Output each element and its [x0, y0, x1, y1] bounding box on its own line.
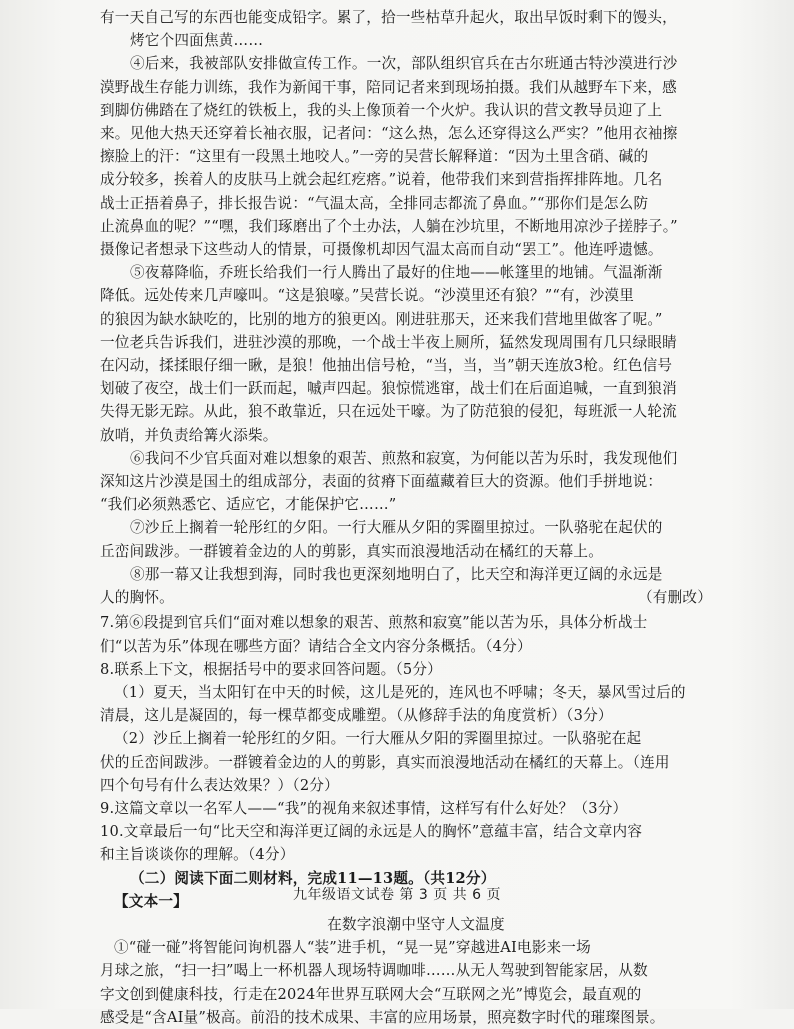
text-line: 烤它个四面焦黄……: [130, 32, 264, 50]
text-line: 漠野战生存能力训练，我作为新闻干事，陪同记者来到现场拍摄。我们从越野车下来，感: [100, 78, 677, 96]
text-line: 的狼因为缺水缺吃的，比别的地方的狼更凶。刚进驻那天，还来我们营地里做客了呢。”: [100, 310, 663, 328]
paragraph-5-start: ⑤夜幕降临，乔班长给我们一行人腾出了最好的住地——帐篷里的地铺。气温渐渐: [130, 264, 663, 282]
page-footer: 九年级语文试卷 第 3 页 共 6 页: [292, 887, 501, 903]
article-paragraph-1: ①“碰一碰”将智能问询机器人“装”进手机，“晃一晃”穿越进AI电影来一场: [114, 939, 591, 957]
question-7-cont: 们“以苦为乐”体现在哪些方面？请结合全文内容分条概括。（4分）: [100, 637, 532, 655]
text-line: 字文创到健康科技，行走在2024年世界互联网大会“互联网之光”博览会，最直观的: [100, 985, 642, 1003]
text-line: 在闪动，揉揉眼仔细一瞅，是狼！他抽出信号枪，“当，当，当”朝天连放3枪。红色信号: [100, 357, 673, 375]
question-8: 8.联系上下文，根据括号中的要求回答问题。（5分）: [100, 660, 442, 678]
text-line: 有一天自己写的东西也能变成铅字。累了，拾一些枯草升起火，取出早饭时剩下的馒头，: [100, 9, 677, 26]
text-line: 止流鼻血的呢？”“嘿，我们琢磨出了个土办法，人躺在沙坑里，不断地用凉沙子搓脖子。”: [100, 217, 678, 235]
question-8-2-cont: 四个句号有什么表达效果？）（2分）: [100, 776, 339, 794]
text-line: 到脚仿佛踏在了烧红的铁板上，我的头上像顶着一个火炉。我认识的营文教导员迎了上: [100, 101, 663, 119]
text-line: 成分较多，挨着人的皮肤马上就会起红疙瘩。”说着，他带我们来到营指挥排阵地。几名: [100, 171, 663, 189]
paragraph-4-start: ④后来，我被部队安排做宣传工作。一次，部队组织官兵在古尔班通古特沙漠进行沙: [130, 55, 678, 73]
question-8-2-cont: 伏的丘峦间跋涉。一群镀着金边的人的剪影，真实而浪漫地活动在橘红的天幕上。（连用: [100, 753, 670, 771]
text-line: 擦脸上的汗：“这里有一段黑土地咬人。”一旁的吴营长解释道：“因为土里含硝、碱的: [100, 148, 649, 166]
paragraph-7-start: ⑦沙丘上搁着一轮彤红的夕阳。一行大雁从夕阳的霁圈里掠过。一队骆驼在起伏的: [130, 519, 663, 537]
question-9: 9.这篇文章以一名军人——“我”的视角来叙述事情，这样写有什么好处？（3分）: [100, 799, 628, 817]
text-line: 失得无影无踪。从此，狼不敢靠近，只在远处干嚎。为了防范狼的侵犯，每班派一人轮流: [100, 403, 677, 421]
paragraph-6-start: ⑥我问不少官兵面对难以想象的艰苦、煎熬和寂寞，为何能以苦为乐时，我发现他们: [130, 449, 678, 467]
question-10: 10.文章最后一句“比天空和海洋更辽阔的永远是人的胸怀”意蕴丰富，结合文章内容: [100, 823, 643, 841]
section-heading: （二）阅读下面二则材料，完成11—13题。（共12分）: [130, 869, 496, 887]
text-one-label: 【文本一】: [114, 892, 188, 910]
question-7: 7.第⑥段提到官兵们“面对难以想象的艰苦、煎熬和寂寞”能以苦为乐，具体分析战士: [100, 614, 648, 632]
text-line: 月球之旅，“扫一扫”喝上一杯机器人现场特调咖啡……从无人驾驶到智能家居，从数: [100, 962, 648, 980]
paragraph-8-start: ⑧那一幕又让我想到海，同时我也更深刻地明白了，比天空和海洋更辽阔的永远是: [130, 565, 663, 583]
question-8-2: （2）沙丘上搁着一轮彤红的夕阳。一行大雁从夕阳的霁圈里掠过。一队骆驼在起: [114, 730, 642, 748]
text-line: 降低。远处传来几声嚎叫。“这是狼嚎。”吴营长说。“沙漠里还有狼？”“有，沙漠里: [100, 287, 634, 305]
text-line: 深知这片沙漠是国土的组成部分，表面的贫瘠下面蕴藏着巨大的资源。他们手拼地说：: [100, 473, 663, 491]
question-8-1: （1）夏天，当太阳钉在中天的时候，这儿是死的，连风也不呼啸；冬天，暴风雪过后的: [114, 683, 686, 701]
text-line: 摄像记者想录下这些动人的情景，可摄像机却因气温太高而自动“罢工”。他连呼遗憾。: [100, 241, 663, 259]
text-line: 感受是“含AI量”极高。前沿的技术成果、丰富的应用场景，照亮数字时代的璀璨图景。: [100, 1008, 665, 1026]
question-10-cont: 和主旨谈谈你的理解。（4分）: [100, 846, 295, 864]
edit-note: （有删改）: [638, 589, 712, 607]
article-title: 在数字浪潮中坚守人文温度: [327, 915, 505, 933]
question-8-1-cont: 清晨，这儿是凝固的，每一棵草都变成雕塑。（从修辞手法的角度赏析）（3分）: [100, 707, 613, 725]
text-line: 一位老兵告诉我们，进驻沙漠的那晚，一个战士半夜上厕所，猛然发现周围有几只绿眼睛: [100, 333, 677, 351]
text-line: 丘峦间跋涉。一群镀着金边的人的剪影，真实而浪漫地活动在橘红的天幕上。: [100, 542, 603, 560]
text-line: 人的胸怀。: [100, 589, 174, 607]
text-line: 划破了夜空，战士们一跃而起，嘁声四起。狼惊慌逃窜，战士们在后面追喊，一直到狼消: [100, 380, 677, 398]
text-line: “我们必须熟悉它、适应它，才能保护它……”: [100, 496, 397, 514]
text-line: 来。见他大热天还穿着长袖衣服，记者问：“这么热，怎么还穿得这么严实？”他用衣袖擦: [100, 125, 678, 143]
text-line: 放哨，并负责给篝火添柴。: [100, 426, 278, 444]
text-line: 战士正捂着鼻子，排长报告说：“气温太高，全排同志都流了鼻血。”“那你们是怎么防: [100, 194, 649, 212]
